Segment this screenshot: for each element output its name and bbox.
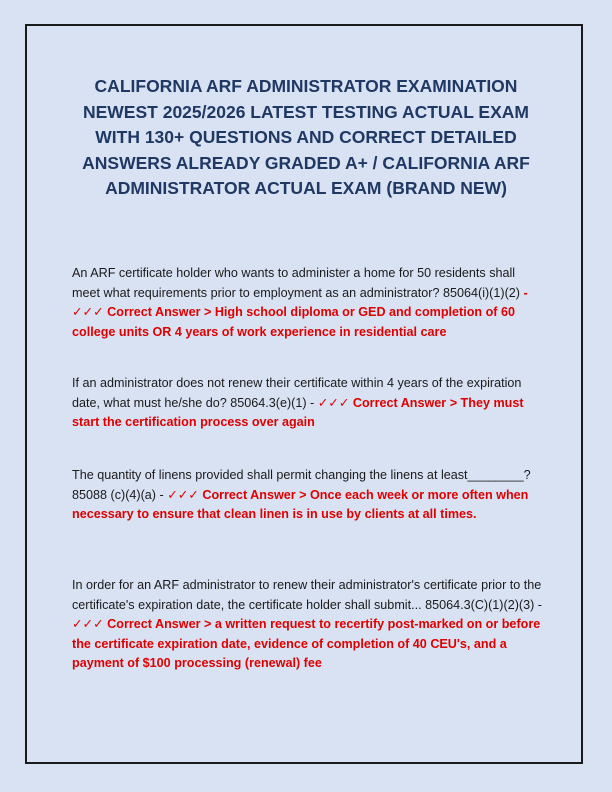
qa-item-2	[72, 374, 542, 433]
question-text: An ARF certificate holder who wants to administer a home for 50 residents shall meet what requirements prior to employment as an administrator? 85064(i)(1)(2)	[72, 266, 524, 300]
answer-text: ✓✓✓ Correct Answer > They must start the certification process over again	[72, 395, 524, 429]
qa-item-1	[72, 264, 542, 342]
question-text: If an administrator does not renew their certificate within 4 years of the expiration date, what must he/she do? 85064.3(e)(1) -	[72, 376, 522, 410]
answer-text: ✓✓✓ Correct Answer > a written request to recertify post-marked on or before the certificate expiration date, evidence of completion of 40 CEU's, and a payment of $100 processing (renewal) fee	[72, 617, 541, 670]
document-title: CALIFORNIA ARF ADMINISTRATOR EXAMINATION NEWEST 2025/2026 LATEST TESTING ACTUAL EXAM WITH 130+ QUESTIONS AND CORRECT DETAILED ANSWERS ALREADY GRADED A+ / CALIFORNIA ARF ADMINISTRATOR ACTUAL EXAM (BRAND NEW)	[82, 76, 530, 198]
qa-item-3	[72, 466, 542, 525]
question-text: In order for an ARF administrator to renew their administrator's certificate prior to the certificate's expiration date, the certificate holder shall submit... 85064.3(C)(1)(2)(3) -	[72, 578, 542, 612]
answer-text: ✓✓✓ Correct Answer > Once each week or more often when necessary to ensure that clean linen is in use by clients at all times.	[72, 487, 529, 521]
answer-text: - ✓✓✓ Correct Answer > High school diploma or GED and completion of 60 college units OR 4 years of work experience in residential care	[72, 285, 528, 339]
question-text: The quantity of linens provided shall permit changing the linens at least________?85088 (c)(4)(a) -	[72, 468, 531, 502]
qa-item-4	[72, 576, 542, 674]
